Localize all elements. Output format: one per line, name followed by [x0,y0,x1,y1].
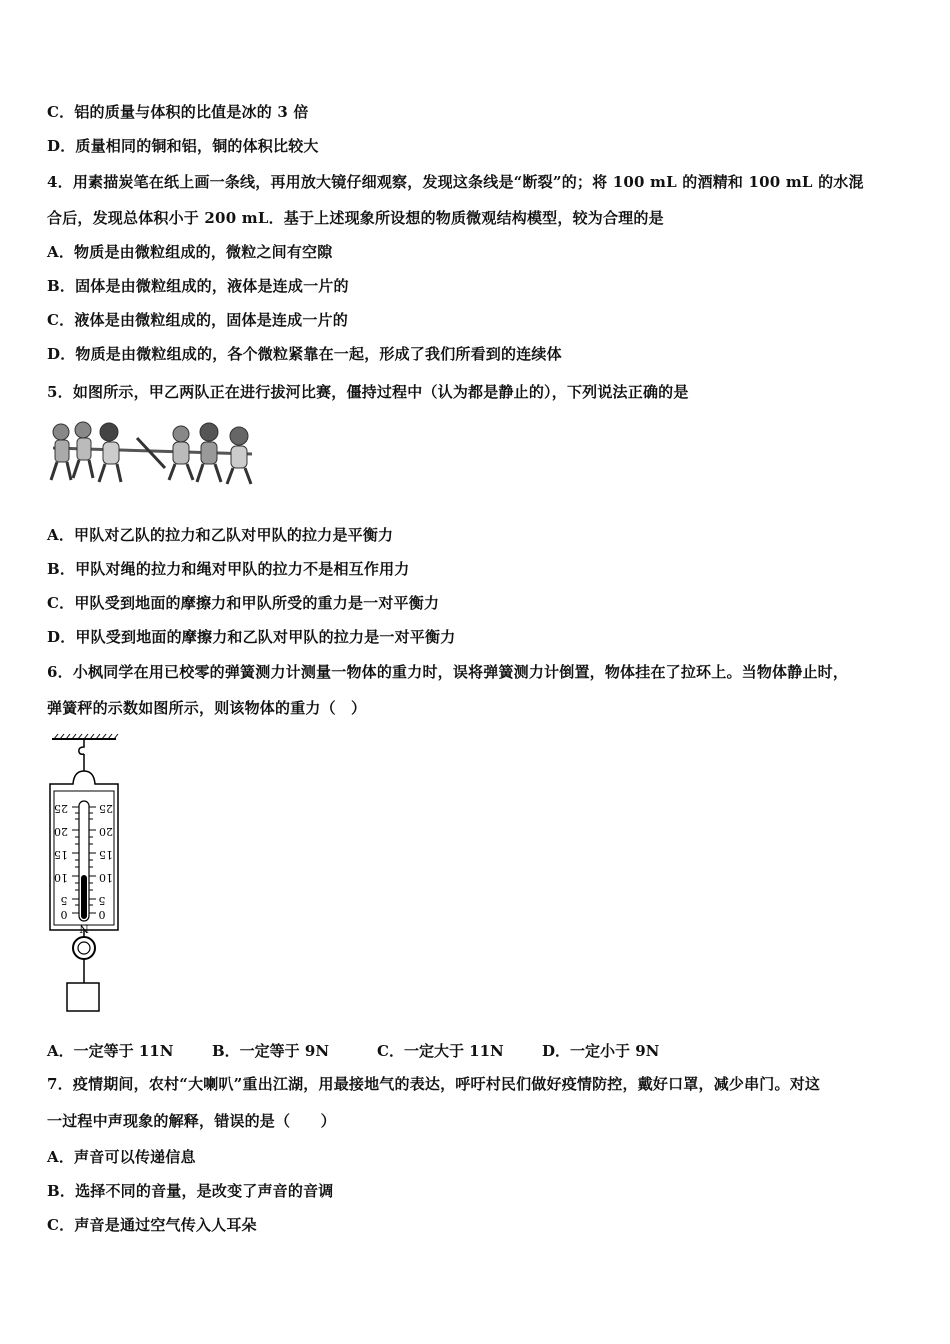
q4-stem-line1: 4．用素描炭笔在纸上画一条线，再用放大镜仔细观察，发现这条线是“断裂”的；将 100 mL 的酒精和 100 mL 的水混 [47,173,864,191]
q6-option-d: D．一定小于 9N [542,1042,660,1060]
right-tick-label: 10 [99,871,113,884]
q4-option-d: D．物质是由微粒组成的，各个微粒紧靠在一起，形成了我们所看到的连续体 [47,345,562,363]
left-tick-label: 5 [60,894,68,907]
q3-option-d: D．质量相同的铜和铝，铜的体积比较大 [47,137,319,155]
left-tick-label: 0 [60,908,68,921]
q5-option-a: A．甲队对乙队的拉力和乙队对甲队的拉力是平衡力 [47,526,394,544]
q7-option-a: A．声音可以传递信息 [47,1148,196,1166]
q5-option-c: C．甲队受到地面的摩擦力和甲队所受的重力是一对平衡力 [47,594,440,612]
unit-label: N [79,922,89,935]
q5-option-b: B．甲队对绳的拉力和绳对甲队的拉力不是相互作用力 [47,560,410,578]
q6-option-a: A．一定等于 11N [47,1042,174,1060]
right-tick-label: 20 [99,825,113,838]
left-tick-label: 20 [54,825,68,838]
left-tick-label: 15 [54,848,68,861]
right-tick-label: 5 [98,894,106,907]
q5-option-d: D．甲队受到地面的摩擦力和乙队对甲队的拉力是一对平衡力 [47,628,456,646]
q3-option-c: C．铝的质量与体积的比值是冰的 3 倍 [47,103,309,121]
left-tick-label: 25 [54,802,68,815]
q6-options [47,1041,659,1061]
q7-stem-line2: 一过程中声现象的解释，错误的是（ ） [47,1112,336,1130]
q4-option-b: B．固体是由微粒组成的，液体是连成一片的 [47,277,349,295]
q6-stem-line1: 6．小枫同学在用已校零的弹簧测力计测量一物体的重力时，误将弹簧测力计倒置，物体挂在了拉环上。当物体静止时， [47,663,849,681]
pull-ring [73,937,95,959]
right-tick-label: 0 [98,908,106,921]
q4-option-c: C．液体是由微粒组成的，固体是连成一片的 [47,311,348,329]
spring-scale-figure [46,733,122,1015]
hook [79,739,84,754]
right-tick-label: 15 [99,848,113,861]
tug-of-war-illustration [47,418,257,488]
indicator-bar [81,875,87,919]
q7-option-c: C．声音是通过空气传入人耳朵 [47,1216,257,1234]
q6-option-c: C．一定大于 11N [377,1042,504,1060]
q7-stem-line1: 7．疫情期间，农村“大喇叭”重出江湖，用最接地气的表达，呼吁村民们做好疫情防控，戴好口罩，减少串门。对这 [47,1075,821,1093]
q5-stem: 5．如图所示，甲乙两队正在进行拔河比赛，僵持过程中（认为都是静止的），下列说法正确的是 [47,383,689,401]
q7-option-b: B．选择不同的音量，是改变了声音的音调 [47,1182,334,1200]
q4-option-a: A．物质是由微粒组成的，微粒之间有空隙 [47,243,333,261]
q6-option-b: B．一定等于 9N [212,1042,330,1060]
q4-stem-line2: 合后，发现总体积小于 200 mL．基于上述现象所设想的物质微观结构模型，较为合理的是 [47,209,664,227]
hanging-object [67,983,99,1011]
left-tick-label: 10 [54,871,68,884]
q6-stem-line2: 弹簧秤的示数如图所示，则该物体的重力（ ） [47,699,367,717]
right-tick-label: 25 [99,802,113,815]
